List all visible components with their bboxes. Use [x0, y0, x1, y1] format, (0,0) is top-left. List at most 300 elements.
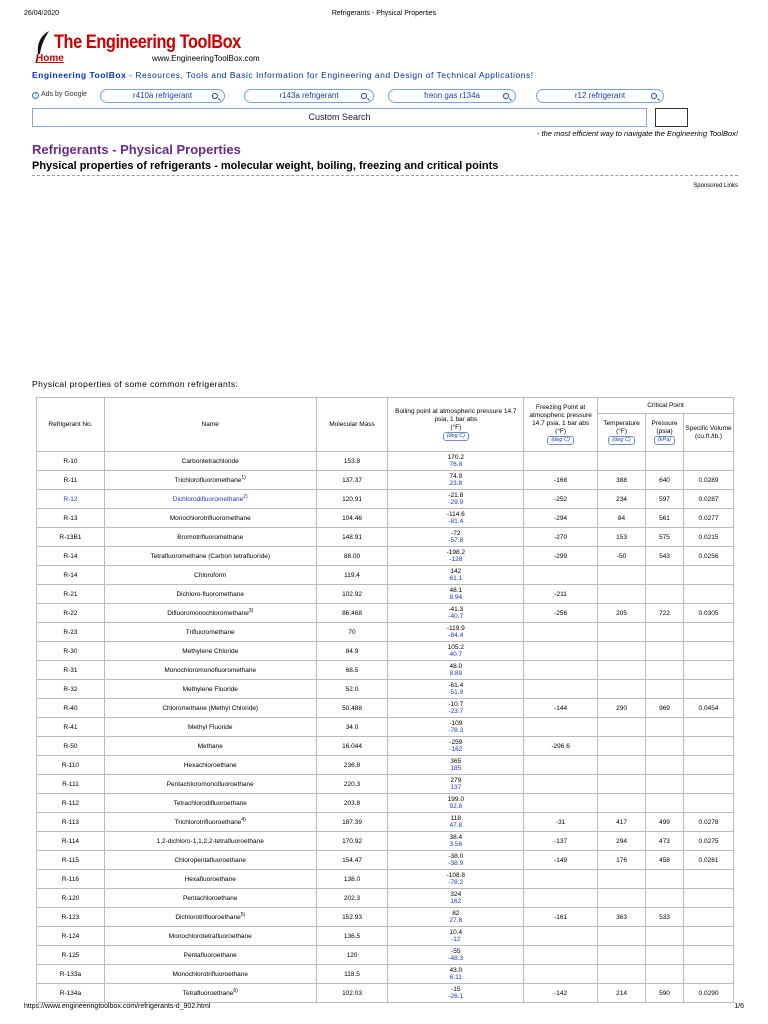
cell-spec-volume	[684, 585, 734, 604]
cell-freezing	[524, 794, 598, 813]
cell-freezing: -31	[524, 813, 598, 832]
cell-refno: R-113	[37, 813, 105, 832]
cell-refno: R-50	[37, 737, 105, 756]
cell-spec-volume	[684, 623, 734, 642]
cell-freezing	[524, 870, 598, 889]
cell-freezing: -211	[524, 585, 598, 604]
cell-freezing	[524, 775, 598, 794]
cell-boiling	[388, 813, 524, 832]
cell-freezing	[524, 566, 598, 585]
cell-name	[104, 946, 316, 965]
ad-pill-freon[interactable]: freon gas r134a	[388, 89, 516, 103]
boiling-f: -38.0	[448, 853, 464, 860]
cell-crit-temp: 176	[598, 851, 646, 870]
cell-mass: 16.044	[316, 737, 388, 756]
boiling-c: -51.9	[448, 689, 464, 696]
boiling-f: 74.9	[449, 473, 463, 480]
table-row	[37, 832, 734, 851]
cell-freezing: -294	[524, 509, 598, 528]
cell-crit-pressure	[646, 718, 684, 737]
table-row	[37, 927, 734, 946]
cell-crit-pressure: 969	[646, 699, 684, 718]
refrigerant-name[interactable]: Dichlorodifluoromethane	[172, 496, 244, 504]
boiling-f: -109	[449, 720, 463, 727]
cell-crit-pressure: 458	[646, 851, 684, 870]
refrigerant-name: Pentachloroethane	[182, 894, 238, 902]
table-row	[37, 680, 734, 699]
cell-boiling	[388, 908, 524, 927]
cell-refno: R-12	[37, 490, 105, 509]
info-icon: i	[32, 92, 39, 99]
cell-spec-volume	[684, 756, 734, 775]
cell-crit-temp: 294	[598, 832, 646, 851]
cell-spec-volume	[684, 775, 734, 794]
cell-mass: 70	[316, 623, 388, 642]
boiling-c: -128	[449, 556, 463, 563]
cell-refno: R-116	[37, 870, 105, 889]
refrigerant-name: Dichloro-fluoromethane	[176, 590, 245, 598]
search-icon	[651, 93, 657, 99]
boiling-f: -21.8	[448, 492, 464, 499]
cell-mass: 68.5	[316, 661, 388, 680]
cell-boiling	[388, 528, 524, 547]
logo-title: The Engineering ToolBox	[54, 32, 241, 53]
cell-mass: 138.0	[316, 870, 388, 889]
cell-freezing	[524, 623, 598, 642]
col-mass: Molecular Mass	[316, 398, 388, 452]
cell-crit-pressure	[646, 965, 684, 984]
boiling-f: -10.7	[448, 701, 464, 708]
boiling-c: -12	[451, 936, 461, 943]
cell-spec-volume: 0.0287	[684, 490, 734, 509]
table-row	[37, 528, 734, 547]
boiling-f: 170.2	[447, 454, 464, 461]
cell-mass: 203.8	[316, 794, 388, 813]
refrigerant-name: Monochloromonofluoromethane	[164, 666, 257, 674]
cell-crit-pressure	[646, 756, 684, 775]
boiling-c: 27.8	[449, 917, 463, 924]
cell-name	[104, 490, 316, 509]
cell-crit-temp	[598, 775, 646, 794]
cell-spec-volume: 0.0278	[684, 813, 734, 832]
col-name: Name	[104, 398, 316, 452]
cell-refno: R-125	[37, 946, 105, 965]
cell-boiling	[388, 642, 524, 661]
cell-refno: R-124	[37, 927, 105, 946]
table-row	[37, 984, 734, 1003]
table-row	[37, 699, 734, 718]
boiling-c: 6.11	[449, 974, 462, 981]
cell-name	[104, 965, 316, 984]
cell-refno: R-11	[37, 471, 105, 490]
boiling-f: 142	[450, 568, 462, 575]
cell-mass: 137.37	[316, 471, 388, 490]
cell-name	[104, 851, 316, 870]
table-row	[37, 908, 734, 927]
cell-spec-volume	[684, 718, 734, 737]
cell-spec-volume	[684, 908, 734, 927]
cell-crit-pressure	[646, 680, 684, 699]
refrigerant-name: Monochlorotrifluoroethane	[172, 970, 248, 978]
cell-crit-temp	[598, 642, 646, 661]
refrigerant-name: Tetrachlorodifluoroethane	[173, 799, 247, 807]
cell-boiling	[388, 623, 524, 642]
boiling-f: 43.0	[449, 967, 463, 974]
cell-mass: 187.39	[316, 813, 388, 832]
table-caption: Physical properties of some common refrigerants:	[32, 379, 239, 389]
cell-mass: 170.92	[316, 832, 388, 851]
cell-name	[104, 680, 316, 699]
boiling-f: -108.8	[446, 872, 466, 879]
cell-freezing	[524, 452, 598, 471]
refrigerant-name: Chloropentafluoroethane	[174, 856, 247, 864]
cell-refno: R-21	[37, 585, 105, 604]
refrigerant-name: Trichlorotrifluoroethane	[174, 819, 242, 827]
cell-crit-temp	[598, 623, 646, 642]
divider	[32, 175, 738, 176]
cell-freezing	[524, 756, 598, 775]
cell-crit-pressure: 533	[646, 908, 684, 927]
cell-crit-temp	[598, 585, 646, 604]
cell-spec-volume: 0.0261	[684, 851, 734, 870]
print-footer	[24, 1003, 744, 1010]
cell-spec-volume	[684, 680, 734, 699]
boiling-f: -41.3	[448, 606, 464, 613]
cell-freezing	[524, 661, 598, 680]
cell-boiling	[388, 585, 524, 604]
deg-c-toggle[interactable]: (deg C)	[547, 436, 573, 445]
cell-mass: 118.5	[316, 965, 388, 984]
cell-boiling	[388, 661, 524, 680]
ads-row	[32, 89, 742, 103]
cell-refno: R-13	[37, 509, 105, 528]
col-volume: Specific Volume (cu.ft./lb.)	[684, 414, 734, 452]
cell-crit-pressure	[646, 775, 684, 794]
cell-refno: R-23	[37, 623, 105, 642]
table-row	[37, 851, 734, 870]
boiling-c: -78.3	[448, 727, 464, 734]
cell-boiling	[388, 471, 524, 490]
cell-mass: 154.47	[316, 851, 388, 870]
col-freezing: Freezing Point at atmospheric pressure 14.7 psia, 1 bar abs (°F) (deg C)	[524, 398, 598, 452]
cell-crit-temp: 417	[598, 813, 646, 832]
cell-boiling	[388, 566, 524, 585]
search-icon	[361, 93, 367, 99]
cell-boiling	[388, 490, 524, 509]
cell-freezing: -168	[524, 471, 598, 490]
cell-spec-volume: 0.0275	[684, 832, 734, 851]
cell-refno: R-41	[37, 718, 105, 737]
cell-name	[104, 889, 316, 908]
table-row	[37, 566, 734, 585]
boiling-c: -26.1	[448, 993, 464, 1000]
cell-name	[104, 908, 316, 927]
cell-freezing	[524, 718, 598, 737]
boiling-c: -38.9	[448, 860, 464, 867]
boiling-c: 61.1	[449, 575, 463, 582]
boiling-c: 8.94	[449, 594, 463, 601]
cell-crit-temp	[598, 737, 646, 756]
print-title: Refrigerants - Physical Properties	[331, 10, 437, 17]
cell-spec-volume: 0.0290	[684, 984, 734, 1003]
cell-mass: 152.93	[316, 908, 388, 927]
cell-name	[104, 737, 316, 756]
tagline	[32, 70, 534, 80]
cell-refno: R-30	[37, 642, 105, 661]
cell-spec-volume: 0.0277	[684, 509, 734, 528]
cell-spec-volume: 0.0256	[684, 547, 734, 566]
cell-freezing	[524, 946, 598, 965]
cell-crit-temp	[598, 661, 646, 680]
cell-crit-pressure	[646, 642, 684, 661]
cell-refno: R-120	[37, 889, 105, 908]
cell-mass: 52.0	[316, 680, 388, 699]
cell-name	[104, 642, 316, 661]
boiling-c: -78.2	[448, 879, 464, 886]
cell-freezing: -256	[524, 604, 598, 623]
cell-mass: 102.03	[316, 984, 388, 1003]
refrigerant-name: Carbontetrachloride	[181, 457, 239, 465]
cell-crit-pressure	[646, 452, 684, 471]
boiling-c: 23.8	[449, 480, 463, 487]
col-refno: Refrigerant No.	[37, 398, 105, 452]
table-row	[37, 946, 734, 965]
cell-mass: 236.8	[316, 756, 388, 775]
cell-crit-pressure	[646, 585, 684, 604]
cell-name	[104, 661, 316, 680]
boiling-f: 199.0	[447, 796, 464, 803]
refrigerants-table	[36, 397, 734, 1003]
cell-refno: R-32	[37, 680, 105, 699]
search-icon	[503, 93, 509, 99]
refrigerant-name: 1,2-dichloro-1,1,2,2-tetrafluoroethane	[156, 837, 264, 845]
boiling-c: 92.8	[449, 803, 463, 810]
cell-crit-temp: 214	[598, 984, 646, 1003]
cell-name	[104, 547, 316, 566]
cell-mass: 136.5	[316, 927, 388, 946]
cell-mass: 120.91	[316, 490, 388, 509]
cell-spec-volume	[684, 661, 734, 680]
deg-c-toggle[interactable]: (deg C)	[608, 436, 634, 445]
refrigerant-name: Pentafluoroethane	[183, 951, 237, 959]
cell-crit-pressure	[646, 889, 684, 908]
cell-boiling	[388, 718, 524, 737]
footnote-ref: 2)	[243, 494, 248, 501]
navigation-note: - the most efficient way to navigate the Engineering ToolBox!	[536, 129, 738, 138]
col-temperature: Temperature (°F) (deg C)	[598, 414, 646, 452]
cell-refno: R-134a	[37, 984, 105, 1003]
tagline-brand[interactable]: Engineering ToolBox	[32, 70, 127, 80]
cell-mass: 119.4	[316, 566, 388, 585]
cell-crit-temp: 205	[598, 604, 646, 623]
deg-c-toggle[interactable]: (deg C)	[443, 432, 469, 441]
cell-boiling	[388, 794, 524, 813]
boiling-f: -61.4	[448, 682, 464, 689]
cell-crit-pressure: 640	[646, 471, 684, 490]
boiling-f: -198.2	[446, 549, 466, 556]
table-row	[37, 737, 734, 756]
boiling-c: 40.7	[449, 651, 463, 658]
cell-refno: R-10	[37, 452, 105, 471]
cell-boiling	[388, 452, 524, 471]
cell-spec-volume	[684, 946, 734, 965]
refrigerant-name: Monochlorotrifluoromethane	[169, 514, 251, 522]
boiling-f: 48.0	[449, 663, 463, 670]
refrigerant-name: Tetrafluoroethane	[182, 990, 234, 998]
table-row	[37, 756, 734, 775]
cell-crit-temp: 234	[598, 490, 646, 509]
cell-crit-temp	[598, 718, 646, 737]
cell-boiling	[388, 832, 524, 851]
cell-freezing: -142	[524, 984, 598, 1003]
cell-spec-volume	[684, 889, 734, 908]
refrigerant-name: Methylene Fluoride	[182, 685, 238, 693]
refrigerant-name: Methane	[197, 742, 223, 750]
footnote-ref: 1)	[241, 475, 246, 482]
boiling-c: 47.8	[449, 822, 463, 829]
boiling-c: -84.4	[448, 632, 464, 639]
cell-crit-temp: 153	[598, 528, 646, 547]
cell-freezing	[524, 927, 598, 946]
table-row	[37, 471, 734, 490]
boiling-f: 324	[450, 891, 462, 898]
table-row	[37, 794, 734, 813]
cell-boiling	[388, 851, 524, 870]
cell-crit-pressure: 597	[646, 490, 684, 509]
ad-pill-r410a[interactable]: r410a refrigerant	[100, 89, 225, 103]
boiling-f: -72	[451, 530, 461, 537]
cell-crit-temp	[598, 927, 646, 946]
boiling-f: -114.6	[446, 511, 465, 518]
cell-name	[104, 813, 316, 832]
refrigerant-name: Pentachloromonofluoroethane	[166, 780, 254, 788]
boiling-f: 38.4	[449, 834, 463, 841]
cell-crit-pressure	[646, 737, 684, 756]
cell-boiling	[388, 737, 524, 756]
table-row	[37, 965, 734, 984]
cell-boiling	[388, 547, 524, 566]
tagline-text: - Resources, Tools and Basic Information for Engineering and Design of Technical Applications!	[126, 70, 534, 80]
col-boiling: Boiling point at atmospheric pressure 14.7 psia, 1 bar abs (°F) (deg C)	[388, 398, 524, 452]
logo-url: www.EngineeringToolBox.com	[152, 54, 260, 63]
ad-pill-r12[interactable]: r12 refrigerant	[536, 89, 664, 103]
home-link[interactable]: Home	[36, 53, 64, 64]
cell-crit-pressure	[646, 623, 684, 642]
cell-mass: 148.91	[316, 528, 388, 547]
cell-crit-temp	[598, 946, 646, 965]
cell-crit-temp: -50	[598, 547, 646, 566]
table-row	[37, 718, 734, 737]
print-page: 1/6	[734, 1003, 744, 1010]
cell-crit-pressure: 575	[646, 528, 684, 547]
cell-freezing: -137	[524, 832, 598, 851]
cell-freezing	[524, 965, 598, 984]
cell-crit-pressure: 473	[646, 832, 684, 851]
cell-name	[104, 566, 316, 585]
cell-mass: 104.46	[316, 509, 388, 528]
cell-name	[104, 775, 316, 794]
cell-crit-pressure	[646, 870, 684, 889]
site-logo[interactable]	[32, 28, 272, 70]
cell-boiling	[388, 680, 524, 699]
cell-mass: 102.92	[316, 585, 388, 604]
cell-spec-volume: 0.0305	[684, 604, 734, 623]
search-button[interactable]	[655, 108, 688, 127]
cell-refno: R-13B1	[37, 528, 105, 547]
cell-name	[104, 718, 316, 737]
table-row	[37, 889, 734, 908]
ad-pill-r143a[interactable]: r143a refrigerant	[244, 89, 374, 103]
refrigerant-name: Hexafluoroethane	[184, 875, 236, 883]
cell-refno: R-115	[37, 851, 105, 870]
cell-name	[104, 528, 316, 547]
cell-name	[104, 870, 316, 889]
cell-refno: R-114	[37, 832, 105, 851]
refrigerant-name: Trichlorofluoromethane	[174, 477, 242, 485]
cell-crit-pressure: 590	[646, 984, 684, 1003]
cell-crit-pressure: 543	[646, 547, 684, 566]
cell-name	[104, 604, 316, 623]
cell-boiling	[388, 984, 524, 1003]
ads-by-google[interactable]: i Ads by Google	[32, 91, 87, 99]
cell-name	[104, 756, 316, 775]
cell-name	[104, 984, 316, 1003]
table-row	[37, 642, 734, 661]
cell-spec-volume: 0.0454	[684, 699, 734, 718]
footnote-ref: 6)	[233, 988, 238, 995]
refrigerant-name: Tetrafluoromethane (Carbon tetrafluoride)	[150, 552, 271, 560]
kpa-toggle[interactable]: (kPa)	[654, 436, 675, 445]
refrigerant-name: Hexachloroethane	[183, 761, 237, 769]
cell-name	[104, 585, 316, 604]
custom-search-input[interactable]: Custom Search	[32, 108, 647, 127]
cell-crit-temp: 84	[598, 509, 646, 528]
search-icon	[212, 93, 218, 99]
boiling-c: -162	[449, 746, 463, 753]
cell-crit-pressure	[646, 794, 684, 813]
refrigerant-name: Bromotrifluoromethane	[177, 533, 244, 541]
cell-mass: 50.488	[316, 699, 388, 718]
cell-refno: R-111	[37, 775, 105, 794]
cell-freezing: -296.6	[524, 737, 598, 756]
refrigerant-name: Monochlorotetrafluoroethane	[168, 932, 252, 940]
boiling-f: 118	[450, 815, 461, 822]
boiling-c: -29.9	[448, 499, 464, 506]
cell-spec-volume	[684, 452, 734, 471]
cell-crit-pressure	[646, 927, 684, 946]
cell-crit-pressure: 722	[646, 604, 684, 623]
cell-freezing: -149	[524, 851, 598, 870]
cell-boiling	[388, 889, 524, 908]
footnote-ref: 3)	[248, 608, 254, 615]
boiling-c: 3.56	[449, 841, 463, 848]
cell-mass: 153.8	[316, 452, 388, 471]
cell-freezing	[524, 680, 598, 699]
cell-boiling	[388, 927, 524, 946]
boiling-f: 48.1	[449, 587, 463, 594]
boiling-f: 82	[452, 910, 460, 917]
boiling-f: -119.9	[446, 625, 465, 632]
cell-crit-temp: 388	[598, 471, 646, 490]
refrigerant-name: Methyl Fluoride	[188, 723, 233, 731]
boiling-c: -48.3	[448, 955, 464, 962]
boiling-c: 185	[450, 765, 462, 772]
cell-name	[104, 471, 316, 490]
cell-freezing	[524, 642, 598, 661]
cell-refno: R-133a	[37, 965, 105, 984]
table-row	[37, 870, 734, 889]
footnote-ref: 4)	[241, 817, 246, 824]
